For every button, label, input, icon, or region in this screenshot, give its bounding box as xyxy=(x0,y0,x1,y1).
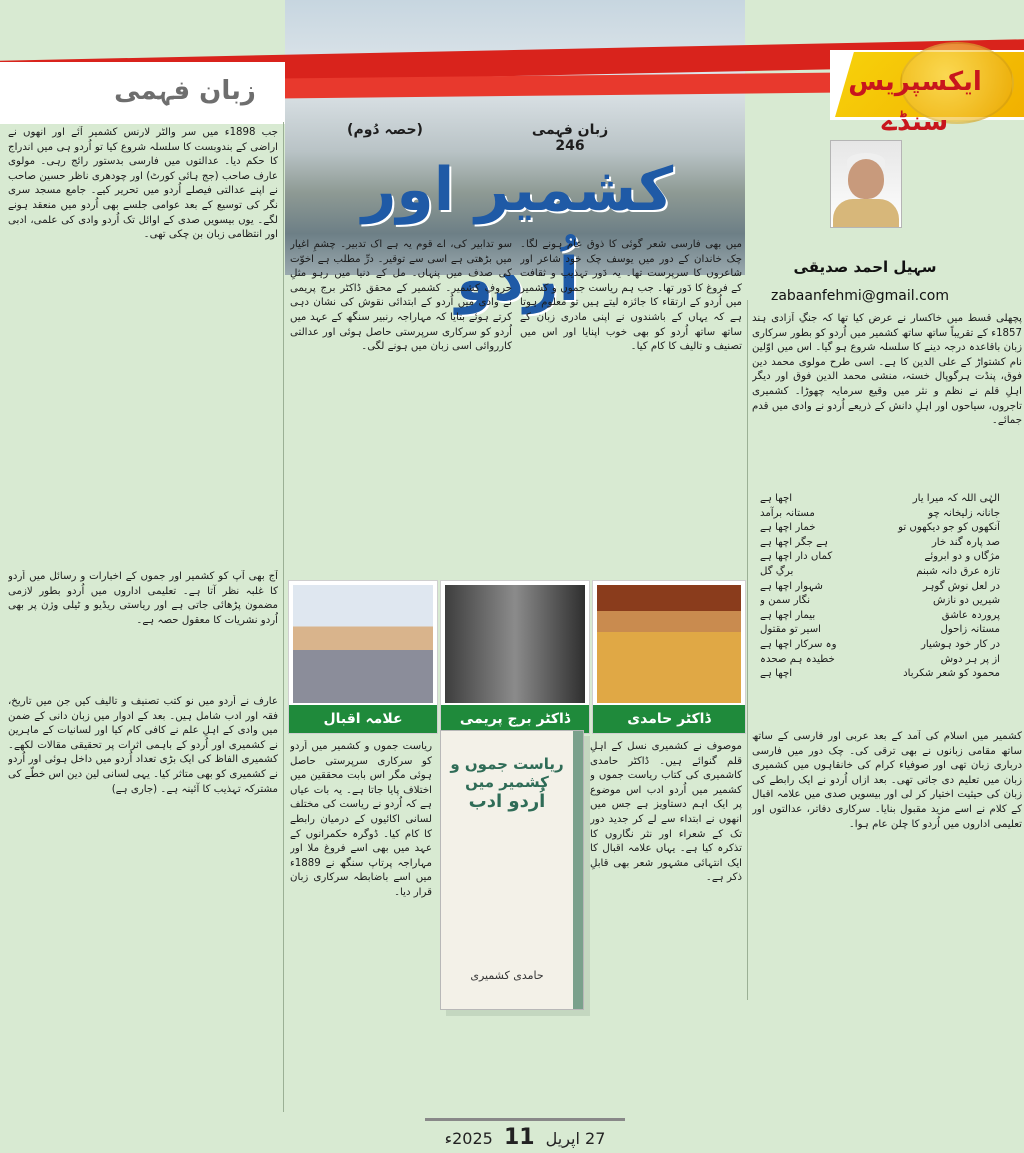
text-column-left-top: جب 1898ء میں سر والٹر لارنس کشمیر آئے اور انھوں نے اراضی کے بندوبست کا سلسلہ شروع کیا تو اُردو ہی میں اندراج کا حکم دیا۔ عدالتوں میں فارسی بدستور رائج رہی۔ مولوی عارف صاحب (جج ہائی کورٹ) اور چودھری ناظر حسین صاحب نے اپنے عدالتی فیصلے اُردو میں تحریر کیے۔ جامع مسجد سری نگر کی توسیع کے بعد عوامی جلسے بھی اُردو میں منعقد ہونے لگے۔ یوں بیسویں صدی کے اوائل تک اُردو وادی کی علمی، ادبی اور انتظامی زبان بن چکی تھی۔ xyxy=(8,127,278,241)
series-kicker: زبان فہمی 246 xyxy=(531,122,609,154)
text-column-left-middle: آج بھی آپ کو کشمیر اور جموں کے اخبارات و رسائل میں اُردو کا غلبہ نظر آتا ہے۔ تعلیمی اداروں میں اُردو بطور لازمی مضمون پڑھائی جاتی ہے اور ریاستی ریڈیو و ٹیلی وژن پر بھی اُردو نشریات کا معقول حصہ ہے۔ xyxy=(8,571,278,626)
text-column-middle-left: سو تدابیر کی، اے قوم یہ ہے اک تدبیر۔ چشمِ اغیار میں بڑھتی ہے اسی سے توقیر۔ درِّ مطلب ہے اخوّت کی صدف میں پنہاں۔ مل کے دنیا میں رہو مثلِ حروفِ کشمیر۔ کشمیر کے محقق ڈاکٹر برج پریمی نے وادی میں اُردو کے ابتدائی نقوش کی نشان دہی کرتے ہوئے بتایا کہ مہاراجہ رنبیر سنگھ کے عہد میں اُردو کو سرکاری سرپرستی حاصل ہوئی اور عدالتی کارروائی اسی زبان میں ہونے لگی۔ xyxy=(290,239,512,353)
poem-line: صد پارہ گند خار ہے جگر اچھا ہے xyxy=(760,536,1000,548)
poem-line: شیریں دو نازش نگار سمن و xyxy=(760,595,1000,607)
portrait-image xyxy=(293,585,433,703)
poem-line: مستانہ زاحول اسیر تو مقتول xyxy=(760,624,1000,636)
section-title: زبان فہمی xyxy=(114,76,256,106)
footer-year: 2025ء xyxy=(444,1129,493,1148)
text-column-middle-right: میں بھی فارسی شعر گوئی کا ذوق عام ہونے لگا۔ چک خاندان کے دور میں یوسف چک خود شاعر اور شاعروں کا سرپرست تھا۔ یہ دَور تہذیب و ثقافت کے فروغ کا دَور تھا۔ جب ہم ریاست جموں و کشمیر میں اُردو کے ارتقاء کا جائزہ لیتے ہیں تو معلوم ہوتا ہے کہ یہاں کے باشندوں نے اپنی مادری زبان کے ساتھ ساتھ اُردو کو بھی خوب اپنایا اور اس میں تصنیف و تالیف کا کام کیا۔ xyxy=(520,239,742,353)
photo-caption: ڈاکٹر حامدی xyxy=(593,705,745,733)
photo-caption: علامہ اقبال xyxy=(289,705,437,733)
photo-hamidi-kashmiri xyxy=(592,580,746,734)
portrait-image xyxy=(597,585,741,703)
text-column-middle-bottom-right: موصوف نے کشمیری نسل کے اہلِ قلم گنوائے ہیں۔ ڈاکٹر حامدی کاشمیری کی کتاب ریاست جموں و کشمیر میں اُردو ادب اس موضوع پر ایک اہم دستاویز ہے جس میں انھوں نے ابتداء سے لے کر جدید دور تک کے شعراء اور نثر نگاروں کا تذکرہ کیا ہے۔ یہاں علامہ اقبال کا ایک انتہائی مشہور شعر بھی قابلِ ذکر ہے۔ xyxy=(590,741,742,884)
book-author: حامدی کشمیری xyxy=(470,969,544,982)
page-footer xyxy=(425,1118,625,1153)
article-headline: کشمیر اور اُردو xyxy=(361,155,674,315)
portrait-image xyxy=(445,585,585,703)
author-name: سہیل احمد صدیقی xyxy=(793,258,937,276)
book-cover xyxy=(440,730,584,1010)
book-title-line1: ریاست جموں و کشمیر میں xyxy=(450,755,564,791)
poem-line: آنکھوں کو جو دیکھوں تو خمار اچھا ہے xyxy=(760,522,1000,534)
column-divider-left xyxy=(283,122,284,1112)
author-shirt xyxy=(833,199,899,227)
book-title-line2: اُردو ادب xyxy=(468,791,546,812)
photo-brij-premi xyxy=(440,580,590,734)
text-column-right-bottom: کشمیر میں اسلام کی آمد کے بعد عربی اور فارسی کے ساتھ ساتھ مقامی زبانوں نے بھی ترقی کی۔ چک دور میں فارسی درباری زبان تھی اور صوفیاء کرام کی خانقاہوں میں کشمیری زبان میں تعلیم دی جاتی تھی۔ بعد ازاں اُردو نے ایک رابطے کی زبان کی حیثیت اختیار کر لی اور بیسویں صدی میں علامہ اقبال کے کلام نے اسے مزید مقبول بنایا۔ سرکاری دفاتر، عدالتوں اور تعلیمی اداروں میں اُردو کا چلن عام ہوا۔ xyxy=(752,731,1022,830)
author-photo xyxy=(830,140,902,228)
photo-allama-iqbal xyxy=(288,580,438,734)
poem-line: الہٰی اللہ کہ میرا یار اچھا ہے xyxy=(760,493,1000,504)
text-column-left-bottom: عارف نے اُردو میں نو کتب تصنیف و تالیف کیں جن میں تاریخ، فقہ اور ادب شامل ہیں۔ بعد کے ادوار میں زبان دانی کے ضمن میں وادی کے اہلِ علم نے کافی کام کیا اور لسانیات کے ماہرین نے کشمیری اور اُردو کے باہمی اثرات پر تحقیقی مقالات لکھے۔ کشمیری الفاظ کی ایک بڑی تعداد اُردو میں داخل ہوئی اور اُردو نے کشمیری کو بھی متاثر کیا۔ یہی لسانی لین دین اس خطّے کی مشترکہ تہذیب کا آئینہ ہے۔ (جاری ہے) xyxy=(8,696,278,795)
poem-line: در لعل نوش گوہر شہوار اچھا ہے xyxy=(760,580,1000,592)
express-sunday-logo: ایکسپریس سنڈے xyxy=(848,67,982,137)
column-divider-right xyxy=(747,300,748,1000)
poem-line: از پر ہر دوش خطیدہ ہم صحدہ xyxy=(760,653,1000,665)
poem-line: تازہ عرق دانہ شبنم برگِ گل xyxy=(760,565,1000,577)
author-face xyxy=(848,159,884,199)
poem-line: مژگاں و دو ابروئے کماں دار اچھا ہے xyxy=(760,551,1000,563)
text-column-right-top: پچھلی قسط میں خاکسار نے عرض کیا تھا کہ جنگِ آزادی ہند 1857ء کے تقریباً ساتھ ساتھ کشمیر میں اُردو کو بطور سرکاری زبان باقاعدہ درجہ دینے کا سلسلہ شروع ہو گیا۔ اس میں اوّلین نام کشتواڑ کے علی الدین کا ہے۔ اسی طرح مولوی محمد دین فوق، پنڈت ہرگوپال خستہ، منشی محمد الدین فوق اور دیگر اہلِ قلم نے نظم و نثر میں وقیع سرمایہ چھوڑا۔ کشمیری تاجروں، سیاحوں اور اہلِ دانش کے ذریعے اُردو نے وادی میں قدم جمائے۔ xyxy=(752,313,1022,427)
poem-line: در کار خود ہوشیار وہ سرکار اچھا ہے xyxy=(760,638,1000,650)
photo-caption: ڈاکٹر برج پریمی xyxy=(441,705,589,733)
page-number: 11 xyxy=(503,1125,535,1150)
footer-day: 27 اپریل xyxy=(545,1129,606,1148)
poem-line: جانانہ زلیخانہ چو مستانہ برآمد xyxy=(760,507,1000,519)
poem-line: پروردہ عاشق بیمار اچھا ہے xyxy=(760,609,1000,621)
poem-block xyxy=(760,492,1000,688)
part-kicker: (حصہ دُوم) xyxy=(347,122,423,138)
author-email[interactable]: zabaanfehmi@gmail.com xyxy=(770,288,950,304)
book-spine xyxy=(573,731,583,1009)
poem-line: محمود کو شعر شکرباد اچھا ہے xyxy=(760,668,1000,680)
text-column-middle-bottom-left: ریاست جموں و کشمیر میں اُردو کو سرکاری سرپرستی حاصل ہوئی مگر اس بابت محققین میں اختلاف پایا جاتا ہے۔ یہ بات عیاں ہے کہ اُردو نے ریاست کی مختلف لسانی اکائیوں کے درمیان رابطے کا کام کیا۔ ڈوگرہ حکمرانوں کے عہد میں بھی اسے فروغ ملا اور مہاراجہ پرتاپ سنگھ نے 1889ء میں اسے باضابطہ سرکاری زبان قرار دیا۔ xyxy=(290,741,432,898)
